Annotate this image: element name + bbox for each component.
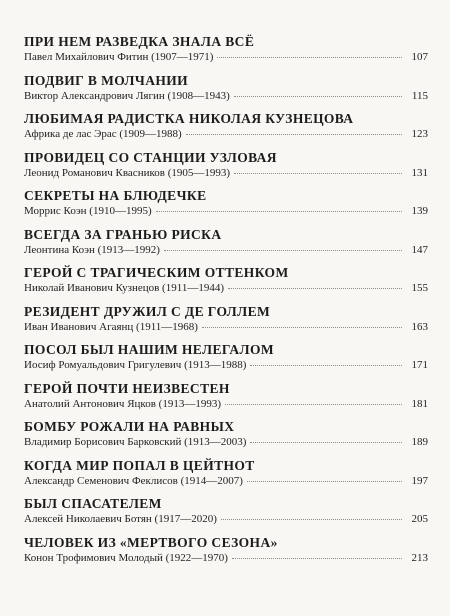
dot-leader [234, 96, 402, 97]
chapter-title: КОГДА МИР ПОПАЛ В ЦЕЙТНОТ [24, 457, 255, 473]
person-name: Павел Михайлович Фитин (1907—1971) [24, 51, 214, 63]
toc-line [24, 204, 428, 218]
chapter-title: ПРОВИДЕЦ СО СТАНЦИИ УЗЛОВАЯ [24, 149, 277, 165]
toc-line [24, 551, 428, 565]
toc-entry [24, 304, 428, 343]
toc-line [24, 243, 428, 257]
toc-line [24, 89, 428, 103]
chapter-title: ГЕРОЙ С ТРАГИЧЕСКИМ ОТТЕНКОМ [24, 265, 289, 280]
chapter-title: ПОДВИГ В МОЛЧАНИИ [24, 72, 189, 88]
toc-line [24, 397, 428, 411]
dot-leader [247, 481, 402, 482]
toc-entry [24, 265, 428, 304]
person-name: Алексей Николаевич Ботян (1917—2020) [24, 513, 217, 525]
dot-leader [156, 211, 402, 212]
chapter-title: ПРИ НЕМ РАЗВЕДКА ЗНАЛА ВСЁ [24, 34, 255, 49]
dot-leader [232, 558, 402, 559]
dot-leader [228, 288, 402, 289]
chapter-title: ЛЮБИМАЯ РАДИСТКА НИКОЛАЯ КУЗНЕЦОВА [24, 111, 354, 126]
person-name: Александр Семенович Феклисов (1914—2007) [24, 474, 243, 487]
toc-line [24, 281, 428, 295]
page-number: 205 [411, 513, 428, 525]
toc-line [24, 474, 428, 488]
toc-entry [24, 188, 428, 227]
dot-leader [217, 57, 402, 58]
person-name: Иосиф Ромуальдович Григулевич (1913—1988) [24, 359, 247, 371]
chapter-title: БЫЛ СПАСАТЕЛЕМ [24, 496, 162, 511]
toc-entry [24, 111, 428, 150]
page-number: 107 [411, 51, 428, 63]
toc-line [24, 50, 428, 64]
page-number: 147 [411, 243, 428, 256]
person-name: Моррис Коэн (1910—1995) [24, 205, 152, 217]
chapter-title: ПОСОЛ БЫЛ НАШИМ НЕЛЕГАЛОМ [24, 342, 275, 357]
toc-entry [24, 150, 428, 189]
toc-entry [24, 34, 428, 73]
page-number: 213 [411, 551, 428, 564]
person-name: Владимир Борисович Барковский (1913—2003) [24, 436, 247, 448]
dot-leader [234, 173, 402, 174]
page-number: 181 [411, 397, 428, 410]
dot-leader [186, 134, 402, 135]
toc-line [24, 512, 428, 526]
chapter-title: СЕКРЕТЫ НА БЛЮДЕЧКЕ [24, 188, 207, 203]
person-name: Виктор Александрович Лягин (1908—1943) [24, 89, 230, 102]
toc-entry [24, 458, 428, 497]
page-number: 171 [411, 359, 428, 371]
person-name: Африка де лас Эрас (1909—1988) [24, 128, 182, 140]
chapter-title: РЕЗИДЕНТ ДРУЖИЛ С ДЕ ГОЛЛЕМ [24, 303, 271, 319]
chapter-title: ЧЕЛОВЕК ИЗ «МЕРТВОГО СЕЗОНА» [24, 534, 278, 550]
dot-leader [225, 404, 402, 405]
dot-leader [164, 250, 402, 251]
person-name: Леонтина Коэн (1913—1992) [24, 243, 160, 256]
toc-line [24, 320, 428, 334]
page-number: 197 [411, 474, 428, 487]
toc-line [24, 435, 428, 449]
toc-entry [24, 342, 428, 381]
page-number: 155 [411, 282, 428, 294]
page-number: 123 [411, 128, 428, 140]
toc-line [24, 358, 428, 372]
person-name: Николай Иванович Кузнецов (1911—1944) [24, 282, 224, 294]
page-number: 163 [411, 320, 428, 333]
toc-line [24, 127, 428, 141]
chapter-title: ВСЕГДА ЗА ГРАНЬЮ РИСКА [24, 226, 222, 242]
page-number: 139 [411, 205, 428, 217]
toc-entry [24, 227, 428, 266]
toc-line [24, 166, 428, 180]
dot-leader [221, 519, 402, 520]
page-number: 131 [411, 166, 428, 179]
person-name: Леонид Романович Квасников (1905—1993) [24, 166, 231, 179]
page-number: 115 [411, 89, 428, 102]
toc-entry [24, 381, 428, 420]
table-of-contents [24, 34, 428, 573]
toc-entry [24, 419, 428, 458]
dot-leader [250, 365, 402, 366]
person-name: Иван Иванович Агаянц (1911—1968) [24, 320, 198, 333]
page-number: 189 [411, 436, 428, 448]
chapter-title: БОМБУ РОЖАЛИ НА РАВНЫХ [24, 419, 235, 434]
person-name: Конон Трофимович Молодый (1922—1970) [24, 551, 228, 564]
toc-entry [24, 496, 428, 535]
dot-leader [202, 327, 402, 328]
toc-entry [24, 535, 428, 574]
person-name: Анатолий Антонович Яцков (1913—1993) [24, 397, 221, 410]
toc-entry [24, 73, 428, 112]
chapter-title: ГЕРОЙ ПОЧТИ НЕИЗВЕСТЕН [24, 380, 230, 396]
dot-leader [250, 442, 402, 443]
